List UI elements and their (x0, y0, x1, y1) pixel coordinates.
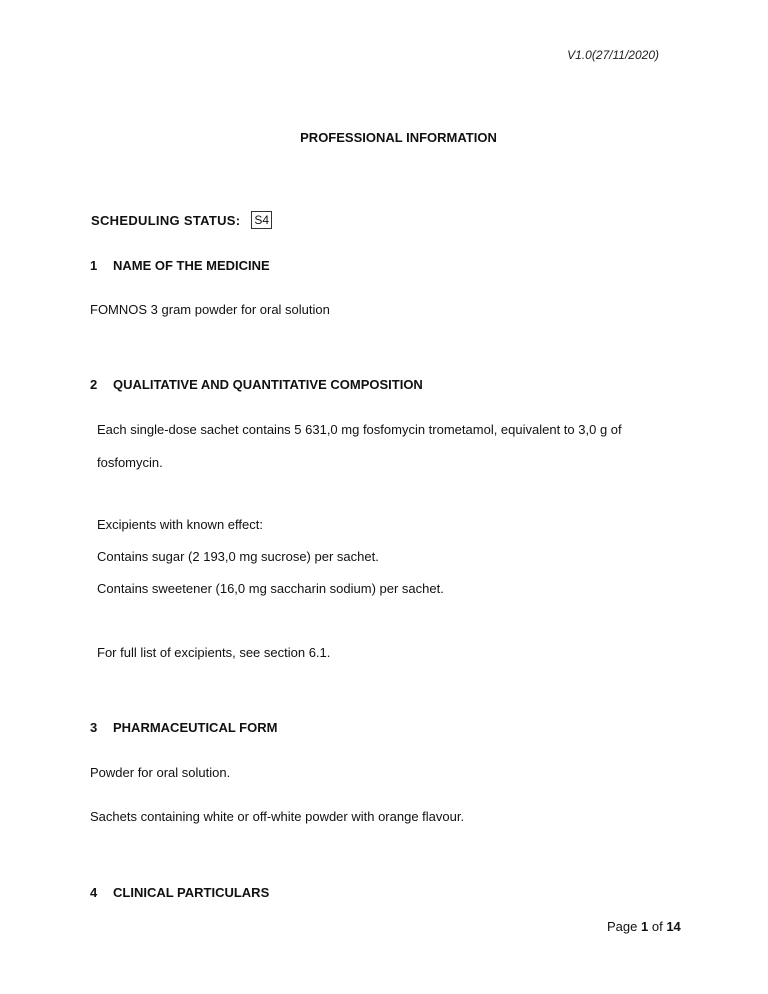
section-title: QUALITATIVE AND QUANTITATIVE COMPOSITION (113, 377, 423, 392)
section-number: 2 (90, 377, 98, 392)
section-number: 3 (90, 720, 98, 735)
composition-line-1: Each single-dose sachet contains 5 631,0 mg fosfomycin trometamol, equivalent to 3,0 g of (97, 422, 622, 437)
excipients-full-list: For full list of excipients, see section 6.1. (97, 645, 331, 660)
section-2-heading (90, 377, 423, 392)
sachet-description: Sachets containing white or off-white powder with orange flavour. (90, 809, 465, 824)
page-of-label: of (651, 919, 663, 934)
version-label: V1.0(27/11/2020) (567, 48, 659, 62)
scheduling-status-label: SCHEDULING STATUS: (91, 212, 241, 228)
section-title: NAME OF THE MEDICINE (113, 258, 270, 273)
scheduling-status-value: S4 (251, 211, 272, 229)
total-pages: 14 (666, 919, 681, 934)
section-1-text: FOMNOS 3 gram powder for oral solution (90, 302, 330, 317)
section-title: CLINICAL PARTICULARS (113, 885, 270, 900)
excipients-heading: Excipients with known effect: (97, 517, 263, 532)
section-number: 4 (90, 885, 98, 900)
page-number (607, 919, 681, 934)
pharmaceutical-form-text: Powder for oral solution. (90, 765, 231, 780)
section-1-heading (90, 258, 270, 273)
section-number: 1 (90, 258, 98, 273)
current-page: 1 (641, 919, 649, 934)
page-label: Page (607, 919, 638, 934)
excipient-sugar: Contains sugar (2 193,0 mg sucrose) per sachet. (97, 549, 379, 564)
section-4-heading (90, 885, 269, 900)
scheduling-status (91, 211, 272, 229)
section-3-heading (90, 720, 277, 735)
document-title: PROFESSIONAL INFORMATION (300, 130, 497, 145)
composition-line-2: fosfomycin. (97, 455, 163, 470)
section-title: PHARMACEUTICAL FORM (113, 720, 278, 735)
excipient-sweetener: Contains sweetener (16,0 mg saccharin sodium) per sachet. (97, 581, 444, 596)
